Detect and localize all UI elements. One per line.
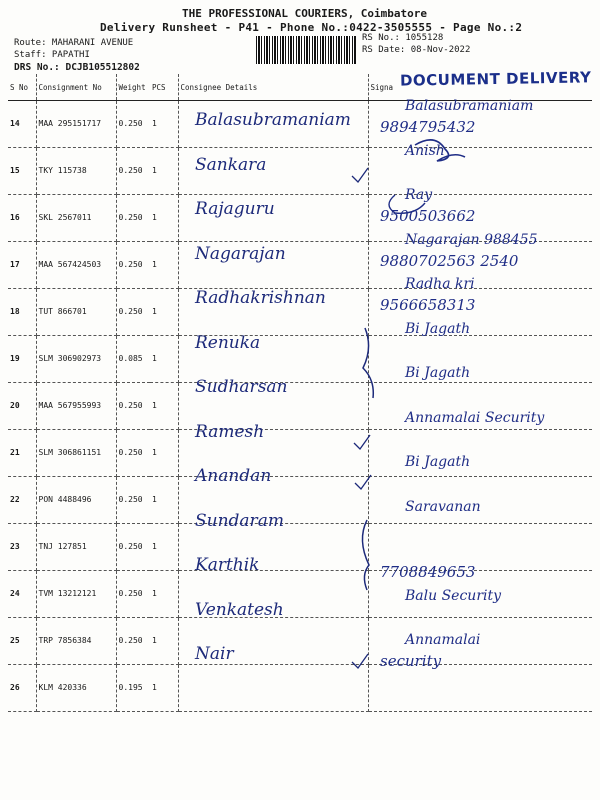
- row-consignment: MAA 567424503: [36, 242, 116, 289]
- row-sno: 22: [8, 477, 36, 524]
- row-weight: 0.195: [116, 665, 150, 712]
- row-sno: 18: [8, 289, 36, 336]
- receiver-phone: 9566658313: [380, 296, 476, 314]
- row-pcs: 1: [150, 524, 178, 571]
- receiver-signature: Annamalai Security: [405, 409, 545, 426]
- row-weight: 0.250: [116, 242, 150, 289]
- row-consignment: TRP 7856384: [36, 618, 116, 665]
- receiver-signature: Annamalai: [405, 632, 481, 648]
- receiver-signature: Bi Jagath: [405, 365, 471, 381]
- row-weight: 0.250: [116, 148, 150, 195]
- row-sno: 20: [8, 383, 36, 430]
- row-sno: 15: [8, 148, 36, 195]
- consignee-handwritten-name: Rajaguru: [195, 199, 275, 219]
- consignee-handwritten-name: Sundaram: [195, 510, 284, 531]
- row-weight: 0.085: [116, 336, 150, 383]
- receiver-signature: Anish: [405, 142, 445, 159]
- company-title: THE PROFESSIONAL COURIERS, Coimbatore: [182, 7, 428, 20]
- consignee-handwritten-name: Karthik: [195, 555, 260, 575]
- row-pcs: 1: [150, 289, 178, 336]
- row-weight: 0.250: [116, 524, 150, 571]
- consignee-handwritten-name: Venkatesh: [195, 599, 284, 620]
- consignee-handwritten-name: Ramesh: [195, 421, 265, 442]
- receiver-signature: Nagarajan 988455: [405, 231, 538, 248]
- row-consignment: PON 4488496: [36, 477, 116, 524]
- route-label: Route: MAHARANI AVENUE: [14, 38, 134, 48]
- row-consignment: TKY 115738: [36, 148, 116, 195]
- row-sno: 14: [8, 101, 36, 148]
- col-pcs: PCS: [150, 74, 178, 101]
- col-weight: Weight: [116, 74, 150, 101]
- row-pcs: 1: [150, 477, 178, 524]
- row-pcs: 1: [150, 665, 178, 712]
- row-sno: 17: [8, 242, 36, 289]
- receiver-phone: 9880702563 2540: [380, 251, 519, 270]
- consignee-handwritten-name: Nair: [195, 644, 234, 664]
- row-consignment: MAA 295151717: [36, 101, 116, 148]
- col-sno: S No: [8, 74, 36, 101]
- receiver-signature: Bi Jagath: [405, 454, 471, 470]
- receiver-signature: Balasubramaniam: [405, 98, 534, 114]
- col-consignment: Consignment No: [36, 74, 116, 101]
- consignee-handwritten-name: Nagarajan: [195, 243, 286, 264]
- row-sno: 16: [8, 195, 36, 242]
- col-signature: Signa: [368, 74, 592, 101]
- row-sno: 24: [8, 571, 36, 618]
- receiver-signature: Radha kri: [405, 276, 475, 292]
- staff-label: Staff: PAPATHI: [14, 50, 90, 60]
- row-consignment: KLM 420336: [36, 665, 116, 712]
- consignee-handwritten-name: Sudharsan: [195, 377, 288, 397]
- row-sno: 26: [8, 665, 36, 712]
- row-pcs: 1: [150, 242, 178, 289]
- row-consignment: TVM 13212121: [36, 571, 116, 618]
- consignee-handwritten-name: Renuka: [195, 332, 261, 353]
- rs-number: RS No.: 1055128: [362, 33, 444, 43]
- row-pcs: 1: [150, 383, 178, 430]
- row-pcs: 1: [150, 148, 178, 195]
- document-delivery-stamp: DOCUMENT DELIVERY: [399, 68, 592, 90]
- row-sno: 19: [8, 336, 36, 383]
- consignee-handwritten-name: Balasubramaniam: [195, 110, 351, 130]
- row-consignment: SLM 306902973: [36, 336, 116, 383]
- row-weight: 0.250: [116, 101, 150, 148]
- col-consignee: Consignee Details: [178, 74, 368, 101]
- consignee-handwritten-name: Radhakrishnan: [195, 288, 326, 308]
- row-weight: 0.250: [116, 618, 150, 665]
- row-pcs: 1: [150, 101, 178, 148]
- drs-number: DRS No.: DCJB105512802: [14, 62, 140, 73]
- row-pcs: 1: [150, 571, 178, 618]
- consignee-handwritten-name: Anandan: [195, 466, 272, 486]
- row-pcs: 1: [150, 618, 178, 665]
- receiver-phone: 9894795432: [380, 118, 476, 136]
- row-weight: 0.250: [116, 477, 150, 524]
- row-sno: 23: [8, 524, 36, 571]
- receiver-phone: security: [380, 652, 442, 670]
- receiver-signature: Saravanan: [405, 498, 481, 515]
- runsheet-subtitle: Delivery Runsheet - P41 - Phone No.:0422-3505555 - Page No.:2: [100, 21, 523, 34]
- receiver-phone: 7708849653: [380, 563, 476, 581]
- row-weight: 0.250: [116, 383, 150, 430]
- receiver-phone: 9500503662: [380, 207, 476, 225]
- receiver-signature: Balu Security: [405, 587, 502, 604]
- row-consignment: TNJ 127851: [36, 524, 116, 571]
- row-pcs: 1: [150, 336, 178, 383]
- row-pcs: 1: [150, 430, 178, 477]
- row-weight: 0.250: [116, 195, 150, 242]
- row-consignment: SLM 306861151: [36, 430, 116, 477]
- receiver-signature: Bi Jagath: [405, 320, 471, 337]
- row-weight: 0.250: [116, 430, 150, 477]
- rs-date: RS Date: 08-Nov-2022: [362, 45, 471, 55]
- row-pcs: 1: [150, 195, 178, 242]
- row-consignment: MAA 567955993: [36, 383, 116, 430]
- row-weight: 0.250: [116, 289, 150, 336]
- row-sno: 21: [8, 430, 36, 477]
- row-weight: 0.250: [116, 571, 150, 618]
- row-consignment: SKL 2567011: [36, 195, 116, 242]
- row-consignment: TUT 866701: [36, 289, 116, 336]
- row-sno: 25: [8, 618, 36, 665]
- receiver-signature: Ray: [405, 187, 433, 203]
- consignee-handwritten-name: Sankara: [195, 154, 267, 175]
